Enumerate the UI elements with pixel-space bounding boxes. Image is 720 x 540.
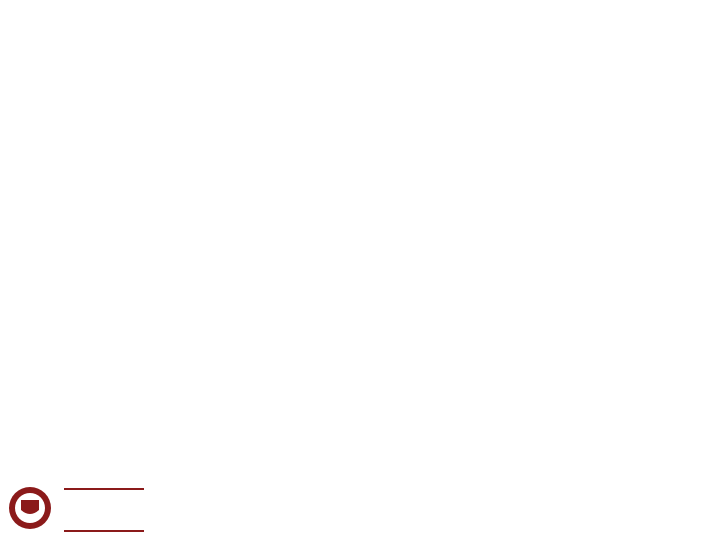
- wpi-logo: [6, 484, 146, 536]
- shield-icon: [21, 500, 39, 514]
